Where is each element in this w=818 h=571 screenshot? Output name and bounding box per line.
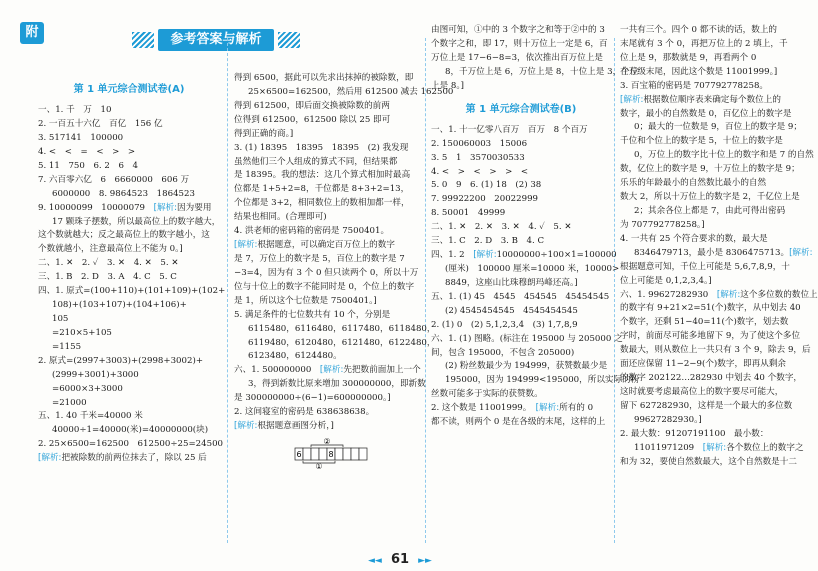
answer-line: 得到正确的商。] [234, 128, 294, 139]
answer-line: 5. 满足条件的七位数共有 10 个，分别是 [234, 309, 391, 320]
column-divider [227, 38, 228, 543]
answer-line: 一共有三个。四个 0 都不读的话，数上的 [620, 25, 778, 35]
answer-line: 千位和个位上的数字是 5，十位上的数字是 [620, 136, 783, 147]
answer-line: 的数字 202122…282930 中划去 40 个数字， [620, 373, 803, 384]
answer-line: 2. 一百五十六亿 百亿 156 亿 [38, 119, 163, 130]
diagram-cell [359, 448, 367, 460]
answer-line: =21000 [52, 397, 87, 408]
digit-box-diagram [289, 436, 422, 476]
answer-line: 25×6500=162500，然后用 612500 减去 162500 [248, 86, 454, 97]
answer-line: 8849，这座山比珠穆朗玛峰还高。] [445, 277, 578, 288]
answer-line: 9. 10000099 10000079 [解析:因为要用 [38, 202, 212, 213]
answer-line: 是 1，所以这个七位数是 7500401。] [234, 295, 377, 306]
answer-line: 位上可能是 0,1,2,3,4。] [620, 275, 712, 286]
page-number: 61 [390, 552, 410, 567]
answer-line: 为 707792778258。] [620, 219, 705, 230]
answer-line: [解析:根据数位顺序表来确定每个数位上的 [620, 94, 781, 105]
prev-arrows: ◄◄ [368, 556, 382, 566]
answer-line: 5. 11 750 6. 2 6 4 [38, 160, 138, 171]
answer-line: 万位上是 17−6−8=3，依次推出百万位上是 [431, 52, 603, 63]
col1-lines [38, 104, 226, 466]
answer-column-4 [620, 24, 818, 470]
answer-line: 数大 2，所以十万位上的数字是 2，千亿位上是 [620, 192, 800, 203]
answer-line: 40000÷1=40000(米)=40000000(块) [52, 425, 209, 436]
answer-line: 数字，最小的自然数是 0，百亿位上的数字是 [620, 108, 792, 119]
answer-line: 四、1. 2 [解析:10000000÷100×1=100000 [431, 250, 617, 261]
answer-line: =1155 [52, 341, 82, 352]
diagram-cells [295, 448, 367, 460]
answer-line: 五、1. 40 千米=40000 米 [38, 411, 143, 422]
answer-line: 个数就越小，注意最高位上不能为 0。] [38, 244, 183, 255]
diagram-cell [319, 448, 327, 460]
analysis-label: [解析: [319, 365, 344, 376]
answer-line: 这个数就越大；反之最高位上的数字越小，这 [38, 230, 210, 241]
answer-line: [解析:把被除数的前两位抹去了，除以 25 后 [38, 453, 207, 464]
digit-box-svg [289, 436, 379, 470]
answer-line: 个数字，还剩 51−40=11(个)数字，划去数 [620, 317, 789, 328]
diagram-cell-digit: 6 [296, 449, 302, 459]
answer-line: 得到 6500，据此可以先求出抹掉的被除数，即 [234, 73, 414, 83]
answer-line: 105 [52, 314, 69, 325]
page-title: 参考答案与解析 [158, 29, 274, 51]
answer-line: 2. 最大数：91207191100 最小数： [620, 428, 769, 439]
answer-line: 6115480，6116480，6117480，6118480， [248, 323, 436, 334]
answer-line: 3. (1) 18395 18395 18395 (2) 我发现 [234, 142, 409, 153]
answer-line: 2. 这间寝室的密码是 638638638。 [234, 407, 375, 418]
diagram-cell-digit: 8 [328, 449, 334, 459]
answer-line: 位上是 9，那数就是 9，再看两个 0 [620, 52, 757, 63]
answer-line: 4. 一共有 25 个符合要求的数，最大是 [620, 233, 768, 244]
analysis-label: [解析: [789, 247, 813, 258]
answer-line: 在万级末尾，因此这个数是 11001999。] [620, 66, 778, 77]
answer-line: 二、1. ✕ 2. ✓ 3. ✕ 4. ✕ 5. ✕ [38, 258, 179, 269]
answer-line: 8，千万位上是 6，万位上是 8，十位上是 3，个位 [445, 66, 639, 77]
analysis-label: [解析: [234, 240, 258, 251]
answer-line: 得到 612500，即后面交换被除数的前两 [234, 100, 390, 111]
answer-line: 3，得到新数比原来增加 300000000，即新数 [248, 379, 426, 390]
answer-line: 6123480，6124480。 [248, 351, 342, 362]
answer-line: 4. < > < > > < [431, 166, 529, 177]
next-arrows: ►► [418, 556, 432, 566]
answer-line: 2. (1) 0 (2) 5,1,2,3,4 (3) 1,7,8,9 [431, 319, 578, 330]
answer-line: 的数字有 9+21×2=51(个)数字，从中划去 40 [620, 303, 801, 314]
answer-line: 3. 百宝箱的密码是 707792778258。 [620, 80, 769, 91]
answer-line: 2. 150060003 15006 [431, 138, 528, 149]
answer-line: 3. 5 1 3570030533 [431, 152, 525, 163]
answer-line: 个数字之和，即 17，则十万位上一定是 6，百 [431, 38, 608, 49]
answer-line: 个位都是 3+2，相同数位上的数相加都一样， [234, 198, 410, 209]
appendix-tag: 附 [20, 22, 44, 44]
diagram-cell [335, 448, 343, 460]
answer-line: 一、1. 千 万 10 [38, 105, 112, 116]
answer-line: 位都是 1+5+2=8，千位都是 8+3+2=13， [234, 184, 410, 195]
answer-line: 乐乐的年龄最小的自然数比最小的自然 [620, 178, 767, 189]
answer-line: 7. 99922200 20022999 [431, 194, 539, 205]
page-footer [0, 548, 800, 567]
answer-line: (2) 4545454545 4545454545 [445, 305, 578, 316]
diagram-cell [303, 448, 311, 460]
column-divider [614, 38, 615, 543]
diagram-top-bracket [311, 445, 343, 447]
answer-line: 由图可知，①中的 3 个数字之和等于②中的 3 [431, 25, 605, 35]
answer-line: 虽然他们三个人组成的算式不同，但结果都 [234, 156, 398, 167]
answer-line: 二、1. ✕ 2. ✕ 3. ✕ 4. ✓ 5. ✕ [431, 222, 572, 233]
answer-line: 结果也相同。(合理即可) [234, 212, 327, 223]
answer-line: 三、1. C 2. D 3. B 4. C [431, 236, 545, 247]
answer-line: 8. 50001 49999 [431, 208, 506, 219]
answer-column-3 [431, 24, 640, 430]
answer-line: 和为 32，要使自然数最大，这个自然数是十二 [620, 456, 797, 467]
answer-line: =210×5+105 [52, 327, 112, 338]
answer-line: 丝数可能多于实际的获赞数。 [431, 389, 543, 400]
answer-line: 2. 原式=(2997+3003)+(2998+3002)+ [38, 355, 204, 366]
analysis-label: [解析: [234, 421, 258, 432]
answer-line: 0，万位上的数字比十位上的数字和是 7 的自然 [634, 150, 814, 161]
answer-line: 11011971209 [解析:各个数位上的数字之 [634, 442, 804, 453]
answer-line: 是 18395。我的想法：这几个算式相加时最高 [234, 170, 411, 181]
answer-line: 六、1. 99627282930 [解析:这个多位数的数位上 [620, 289, 818, 300]
answer-line: [解析:根据题意画图分析，] [234, 421, 334, 432]
answer-line: 是 7，万位上的数字是 5，百位上的数字是 7 [234, 253, 405, 264]
answer-line: 三、1. B 2. D 3. A 4. C 5. C [38, 272, 177, 283]
answer-line: 六、1. (1) 图略。(标注在 195000 与 205000 之 [431, 333, 623, 344]
section-title-a: 第 1 单元综合测试卷(A) [73, 84, 185, 95]
answer-line: 六、1. 500000000 [解析:先把数前面加上一个 [234, 365, 421, 376]
answer-line: 这时就要考虑最高位上的数字要尽可能大， [620, 386, 784, 397]
analysis-label: [解析: [716, 289, 741, 300]
col3-intro-lines [431, 24, 639, 94]
answer-line: 位与十位上的数字不能同时是 0，个位上的数字 [234, 281, 415, 292]
answer-line: 8346479713，最小是 8306475713。[解析: [634, 247, 813, 258]
answer-line: 四、1. 原式=(100+110)+(101+109)+(102+ [38, 286, 226, 297]
analysis-label: [解析: [620, 94, 644, 105]
col3-lines [431, 124, 640, 430]
answer-line: 6119480，6120480，6121480，6122480， [248, 337, 436, 348]
answer-line: −3=4，因为有 3 个 0 但只读两个 0，所以十万 [234, 267, 419, 278]
diagram-cell [343, 448, 351, 460]
answer-line: (厘米) 100000 厘米=10000 米，10000> [445, 264, 620, 275]
answer-line: 3. 517141 100000 [38, 133, 124, 144]
answer-line: 4. < < = < > > [38, 146, 136, 157]
answer-line: 6000000 8. 9864523 1864523 [52, 188, 195, 199]
answer-line: 位得到 612500，612500 除以 25 即可 [234, 114, 391, 125]
analysis-label: [解析: [535, 403, 560, 414]
answer-line: =6000×3+3000 [52, 383, 123, 394]
analysis-label: [解析: [702, 442, 727, 453]
analysis-label: [解析: [153, 202, 178, 213]
answer-line: 上是 8。] [431, 80, 465, 91]
title-stripe-right [278, 32, 300, 48]
answer-line: 字时，前面尽可能多地留下 9，为了使这个多位 [620, 331, 801, 342]
answer-line: 末尾就有 3 个 0，再把万位上的 2 填上，千 [620, 38, 788, 49]
answer-line: 间，包含 195000，不包含 205000) [431, 347, 575, 358]
answer-line: 99627282930。] [634, 414, 702, 425]
answer-line: [解析:根据题意，可以确定百万位上的数字 [234, 240, 395, 251]
answer-line: 5. 0 9 6. (1) 18 (2) 38 [431, 180, 542, 191]
answer-line: 4. 洪老师的密码箱的密码是 7500401。 [234, 226, 390, 237]
answer-line: 195000，因为 194999<195000，所以实际的粉 [445, 375, 640, 386]
col4-lines [620, 24, 818, 470]
answer-line: 0；最大的一位数是 9，百位上的数字是 9； [634, 122, 802, 133]
answer-line: (2) 粉丝数最少为 194999，获赞数最少是 [445, 361, 608, 372]
analysis-label: [解析: [473, 250, 497, 261]
answer-line: 17 颗珠子摆数，所以最高位上的数字越大， [52, 216, 221, 227]
answer-line: 2. 25×6500=162500 612500÷25=24500 [38, 439, 224, 450]
answer-line: 2. 这个数是 11001999。 [解析:所有的 0 [431, 403, 594, 414]
diagram-cell [351, 448, 359, 460]
answer-line: 数，亿位上的数字是 9，十万位上的数字是 9； [620, 164, 800, 175]
answer-line: 数最大，则从数位上一共只有 3 个 9，除去 9，后 [620, 345, 811, 356]
answer-line: 五、1. (1) 45 4545 454545 45454545 [431, 291, 610, 302]
analysis-label: [解析: [38, 453, 62, 464]
answer-line: 面还应保留 11−2−9(个)数字，即再从剩余 [620, 359, 787, 370]
section-title-b: 第 1 单元综合测试卷(B) [465, 103, 577, 115]
answer-line: 一、1. 十一亿零八百万 百万 8 个百万 [431, 124, 588, 135]
answer-line: (2999+3001)+3000 [52, 369, 139, 380]
answer-line: 是 300000000÷(6−1)=600000000。] [234, 393, 391, 404]
diagram-top-mark: ② [323, 436, 331, 446]
answer-line: 都不读，则两个 0 是在各级的末尾，这样的上 [431, 417, 606, 428]
answer-column-1 [38, 30, 226, 466]
diagram-cell [311, 448, 319, 460]
answer-line: 2；其余各位上都是 7，由此可得出密码 [634, 205, 786, 216]
answer-line: 108)+(103+107)+(104+106)+ [52, 300, 187, 311]
answer-line: 7. 六百零六亿 6 6660000 606 万 [38, 174, 190, 185]
diagram-bottom-mark: ① [315, 461, 323, 471]
column-divider [425, 38, 426, 543]
answer-line: 根据题意可知，千位上可能是 5,6,7,8,9，十 [620, 261, 790, 272]
answer-line: 留下 627282930，这样是一个最大的多位数 [620, 400, 793, 411]
